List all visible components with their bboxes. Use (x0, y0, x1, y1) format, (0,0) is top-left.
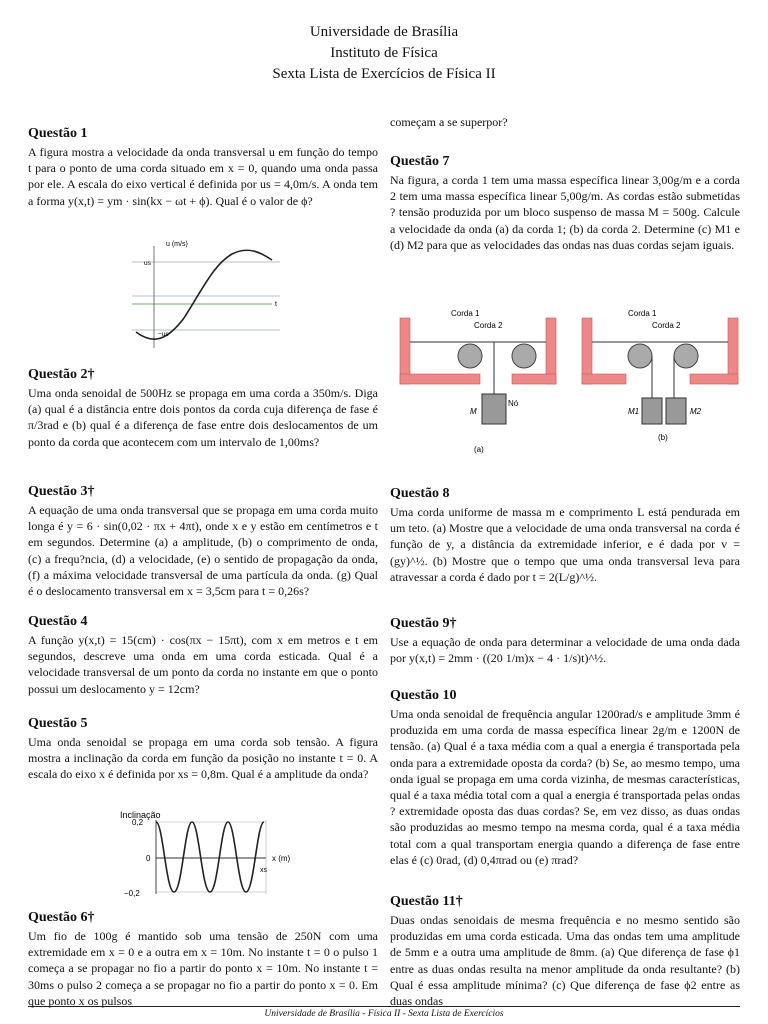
pulley-icon (674, 344, 698, 368)
tick-0: 0 (146, 854, 151, 863)
question-10 (390, 688, 740, 868)
institute-name: Instituto de Física (330, 45, 438, 61)
page-header (0, 22, 768, 85)
us-label: us (144, 260, 151, 267)
question-body: Uma corda uniforme de massa m e comprimento L está pendurada em um teto. (a) Mostre que a velocidade de uma onda transversal na corda é função de y, a distância da extremidade inferior, e é dada por v = (gy)^½. (b) Mostre que o tempo que uma onda transversal leva para atravessar a corda é dado por t = 2(L/g)^½. (390, 505, 740, 584)
figure-inclination-vs-position (116, 808, 316, 898)
pulley-icon (458, 344, 482, 368)
question-title: Questão 5 (28, 716, 88, 731)
question-body: Uma onda senoidal de frequência angular 1200rad/s e amplitude 3mm é produzida em uma corda de massa específica linear 2g/m e 1200N de tensão. (a) Qual é a taxa média com a qual a energia é transportada pela onda para a extremidade oposta da corda? (b) Se, ao mesmo tempo, uma onda igual se propaga em uma corda vizinha, de mesmas características, qual é a taxa média total com a qual a energia é transportada pelas ondas ? extremidade oposta das duas cordas? Se, em vez disso, as duas ondas são produzidas ao mesmo tempo na mesma corda, qual é a taxa média total com a qual transportam energia quando a diferença de fase entre elas é (c) 0rad, (d) 0,4πrad ou (e) πrad? (390, 707, 740, 867)
question-7 (390, 154, 740, 253)
question-4 (28, 614, 378, 697)
question-6 (28, 910, 378, 1009)
question-body: A equação de uma onda transversal que se propaga em uma corda muito longa é y = 6 · sin(0,02 · πx + 4πt), onde x e y estão em centímetros e t em segundos. Determine (a) a amplitude, (b) o comprimento de onda, (c) a frequ?ncia, (d) a velocidade, (e) o sentido de propagação da onda, (f) a máxima velocidade transversal de uma partícula da onda. (g) Qual é o deslocamento transversal em x = 3,5cm para t = 0,26s? (28, 503, 378, 599)
question-5 (28, 716, 378, 783)
question-8 (390, 486, 740, 585)
question-title: Questão 8 (390, 486, 450, 501)
sine-curve (136, 250, 272, 339)
label-b: (b) (658, 433, 668, 442)
question-title: Questão 4 (28, 614, 88, 629)
question-title: Questão 11† (390, 894, 463, 909)
list-title: Sexta Lista de Exercícios de Física II (272, 66, 496, 82)
question-9 (390, 616, 740, 666)
xs-label: xs (260, 867, 267, 874)
question-body: Duas ondas senoidais de mesma frequência e no mesmo sentido são produzidas em uma corda esticada. Uma das ondas tem uma amplitude de 5mm e a outra uma amplitude de 8mm. (a) Que diferença de fase ϕ1 entre as duas ondas resulta na menor amplitude da onda resultante? (b) Qual é essa amplitude mínima? (c) Que diferença de fase ϕ2 entre as duas ondas (390, 913, 740, 1009)
tick-0-2: 0,2 (132, 818, 144, 827)
question-title: Questão 9† (390, 616, 457, 631)
question-title: Questão 3† (28, 484, 95, 499)
figure-velocity-vs-time (132, 238, 282, 350)
question-body: A figura mostra a velocidade da onda transversal u em função do tempo t para o ponto de uma corda situado em x = 0, quando uma onda passa por ele. A escala do eixo vertical é definida por us = 4,0m/s. A onda tem a forma y(x,t) = ym · sin(kx − ωt + ϕ). Qual é o valor de ϕ? (28, 145, 378, 208)
question-6-continuation: começam a se superpor? (390, 115, 508, 129)
page-footer: Universidade de Brasília - Física II - Sexta Lista de Exercícios (264, 1009, 504, 1019)
question-body: Um fio de 100g é mantido sob uma tensão de 250N com uma extremidade em x = 0 e a outra em x = 10m. No instante t = 0 o pulso 1 começa a se propagar no fio a partir do ponto x = 10m. No instante t = 30ms o pulso 2 começa a se propagar no fio a partir do ponto x = 0. Em que ponto x os pulsos (28, 929, 378, 1008)
tick-minus-0-2: −0,2 (124, 889, 140, 898)
question-title: Questão 1 (28, 126, 88, 141)
minus-us-label: −us (158, 331, 169, 338)
question-1 (28, 126, 378, 209)
label-corda-2-b: Corda 2 (652, 321, 681, 330)
u-axis-label: u (m/s) (166, 241, 188, 248)
t-label: t (275, 301, 277, 308)
question-title: Questão 7 (390, 154, 450, 169)
label-no: Nó (508, 399, 519, 408)
question-body: Uma onda senoidal se propaga em uma corda sob tensão. A figura mostra a inclinação da corda em função da posição no instante t = 0. A escala do eixo x é definida por xs = 0,8m. Qual é a amplitude da onda? (28, 735, 378, 782)
question-3 (28, 484, 378, 599)
mass-block-M2 (666, 398, 686, 424)
question-body: Uma onda senoidal de 500Hz se propaga em uma corda a 350m/s. Diga (a) qual é a distância entre dois pontos da corda cuja diferença de fase é π/3rad e (b) qual é a diferença de fase entre dois deslocamentos de um ponto da corda que acontecem com um intervalo de 1,00ms? (28, 386, 378, 449)
question-2 (28, 367, 378, 450)
label-corda-1-a: Corda 1 (451, 309, 480, 318)
question-11 (390, 894, 740, 1009)
pulley-icon (628, 344, 652, 368)
label-M2: M2 (690, 407, 702, 416)
university-name: Universidade de Brasília (309, 24, 459, 40)
label-corda-1-b: Corda 1 (628, 309, 657, 318)
question-body: A função y(x,t) = 15(cm) · cos(πx − 15πt), com x em metros e t em segundos, descreve uma onda em uma corda esticada. Qual é a velocidade transversal de um ponto da corda no instante em que o ponto possui um deslocamento y = 12cm? (28, 633, 378, 696)
question-title: Questão 6† (28, 910, 95, 925)
inclination-label: Inclinação (120, 810, 161, 820)
mass-block-M1 (642, 398, 662, 424)
mass-block-M (482, 394, 506, 424)
label-a: (a) (474, 445, 484, 454)
x-axis-label: x (m) (272, 854, 291, 863)
question-title: Questão 10 (390, 688, 457, 703)
label-M: M (470, 407, 477, 416)
label-corda-2-a: Corda 2 (474, 321, 503, 330)
sine-curve (156, 822, 264, 892)
label-M1: M1 (628, 407, 640, 416)
footer-divider (28, 1006, 740, 1007)
question-body: Na figura, a corda 1 tem uma massa específica linear 3,00g/m e a corda 2 tem uma massa específica linear 5,00g/m. As cordas estão submetidas ? tensão produzida por um bloco suspenso de massa M = 500g. Calcule a velocidade da onda (a) da corda 1; (b) da corda 2. Determine (c) M1 e (d) M2 para que as velocidades das ondas nas duas cordas sejam iguais. (390, 173, 740, 252)
question-title: Questão 2† (28, 367, 95, 382)
figure-pulleys (396, 304, 742, 466)
question-body: Use a equação de onda para determinar a velocidade de uma onda dada por y(x,t) = 2mm · ((20 1/m)x − 4 · 1/s)t)^½. (390, 635, 740, 666)
pulley-icon (512, 344, 536, 368)
